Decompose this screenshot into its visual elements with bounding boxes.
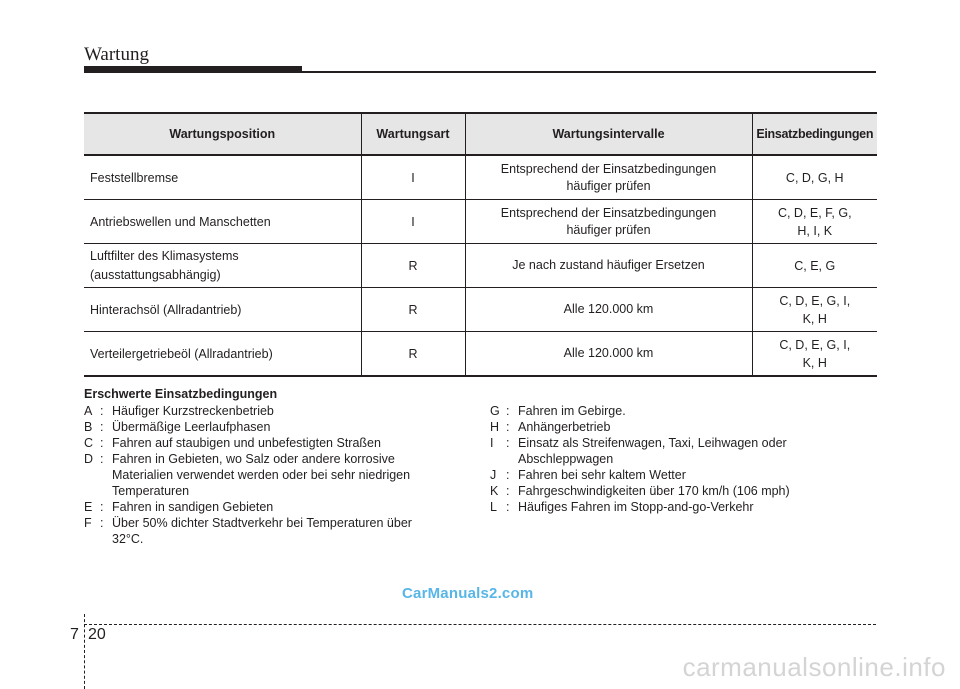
- cell-intervall: Entsprechend der Einsatzbedingungen häufiger prüfen: [465, 200, 752, 244]
- cell-intervall: Alle 120.000 km: [465, 288, 752, 332]
- list-item: E : Fahren in sandigen Gebieten: [84, 500, 274, 514]
- footer-divider: [84, 614, 85, 689]
- cell-bedingungen: C, D, E, F, G, H, I, K: [752, 200, 877, 244]
- list-item: D : Fahren in Gebieten, wo Salz oder andere korrosive Materialien verwendet werden oder bei sehr niedrigen Temperaturen: [84, 452, 411, 498]
- condition-text: Übermäßige Leerlaufphasen: [112, 420, 271, 434]
- condition-key: I: [490, 436, 494, 450]
- cell-intervall: Je nach zustand häufiger Ersetzen: [465, 244, 752, 288]
- section-title: Wartung: [84, 44, 149, 65]
- list-item: G : Fahren im Gebirge.: [490, 404, 626, 418]
- table-row: [84, 288, 877, 332]
- list-item: L : Häufiges Fahren im Stopp-and-go-Verkehr: [490, 500, 754, 514]
- condition-key: D: [84, 452, 94, 466]
- condition-key: G: [490, 404, 500, 418]
- header-wartungsintervalle: Wartungsintervalle: [465, 113, 752, 155]
- condition-key: E: [84, 500, 93, 514]
- condition-key: C: [84, 436, 94, 450]
- cell-position: Luftfilter des Klimasystems (ausstattungsabhängig): [84, 244, 361, 288]
- condition-text: Fahren in sandigen Gebieten: [112, 500, 274, 514]
- header-rule: [84, 71, 876, 73]
- watermark-text: carmanualsonline.info: [682, 652, 946, 682]
- cell-art: R: [361, 332, 465, 377]
- cell-art: I: [361, 155, 465, 200]
- watermark-link[interactable]: CarManuals2.com: [402, 585, 534, 602]
- list-item: K : Fahrgeschwindigkeiten über 170 km/h (106 mph): [490, 484, 790, 498]
- cell-intervall: Entsprechend der Einsatzbedingungen häufiger prüfen: [465, 155, 752, 200]
- condition-key: L: [490, 500, 497, 514]
- table-row: [84, 200, 877, 244]
- list-item: H : Anhängerbetrieb: [490, 420, 611, 434]
- cell-intervall: Alle 120.000 km: [465, 332, 752, 377]
- condition-text: Fahren im Gebirge.: [518, 404, 626, 418]
- footer-rule: [84, 624, 876, 625]
- cell-position: Hinterachsöl (Allradantrieb): [84, 288, 361, 332]
- cell-bedingungen: C, D, E, G, I, K, H: [752, 288, 877, 332]
- header-wartungsart: Wartungsart: [361, 113, 465, 155]
- list-item: B : Übermäßige Leerlaufphasen: [84, 420, 271, 434]
- list-item: C : Fahren auf staubigen und unbefestigten Straßen: [84, 436, 381, 450]
- cell-bedingungen: C, E, G: [752, 244, 877, 288]
- condition-text: Häufiges Fahren im Stopp-and-go-Verkehr: [518, 500, 754, 514]
- condition-text: Fahren bei sehr kaltem Wetter: [518, 468, 686, 482]
- header-wartungsposition: Wartungsposition: [84, 113, 361, 155]
- table-header-row: [84, 113, 877, 155]
- condition-key: B: [84, 420, 93, 434]
- cell-position: Antriebswellen und Manschetten: [84, 200, 361, 244]
- condition-text: Fahren auf staubigen und unbefestigten Straßen: [112, 436, 381, 450]
- table-row: [84, 155, 877, 200]
- condition-text: Einsatz als Streifenwagen, Taxi, Leihwagen oder Abschleppwagen: [518, 436, 787, 466]
- table-row: [84, 332, 877, 377]
- condition-text: Fahrgeschwindigkeiten über 170 km/h (106 mph): [518, 484, 790, 498]
- table-row: [84, 244, 877, 288]
- condition-key: K: [490, 484, 499, 498]
- list-item: A : Häufiger Kurzstreckenbetrieb: [84, 404, 274, 418]
- condition-key: F: [84, 516, 92, 530]
- list-item: I : Einsatz als Streifenwagen, Taxi, Leihwagen oder Abschleppwagen: [490, 436, 787, 466]
- maintenance-table: [84, 112, 877, 377]
- cell-art: R: [361, 244, 465, 288]
- cell-position: Feststellbremse: [84, 155, 361, 200]
- cell-bedingungen: C, D, G, H: [752, 155, 877, 200]
- cell-art: I: [361, 200, 465, 244]
- condition-text: Fahren in Gebieten, wo Salz oder andere korrosive Materialien verwendet werden oder bei sehr niedrigen Temperaturen: [112, 452, 411, 498]
- list-item: F : Über 50% dichter Stadtverkehr bei Temperaturen über 32°C.: [84, 516, 412, 546]
- cell-position: Verteilergetriebeöl (Allradantrieb): [84, 332, 361, 377]
- condition-text: Häufiger Kurzstreckenbetrieb: [112, 404, 274, 418]
- condition-text: Über 50% dichter Stadtverkehr bei Temperaturen über 32°C.: [112, 516, 412, 546]
- chapter-number: 7: [70, 626, 79, 643]
- page-number: 20: [88, 626, 106, 643]
- conditions-title: Erschwerte Einsatzbedingungen: [84, 387, 278, 401]
- list-item: J : Fahren bei sehr kaltem Wetter: [490, 468, 686, 482]
- header-einsatzbedingungen: Einsatzbedingungen: [752, 113, 877, 155]
- conditions-right-list: [490, 403, 870, 515]
- cell-bedingungen: C, D, E, G, I, K, H: [752, 332, 877, 377]
- condition-text: Anhängerbetrieb: [518, 420, 611, 434]
- cell-art: R: [361, 288, 465, 332]
- condition-key: A: [84, 404, 93, 418]
- condition-key: H: [490, 420, 500, 434]
- condition-key: J: [490, 468, 497, 482]
- conditions-left-list: [84, 403, 464, 547]
